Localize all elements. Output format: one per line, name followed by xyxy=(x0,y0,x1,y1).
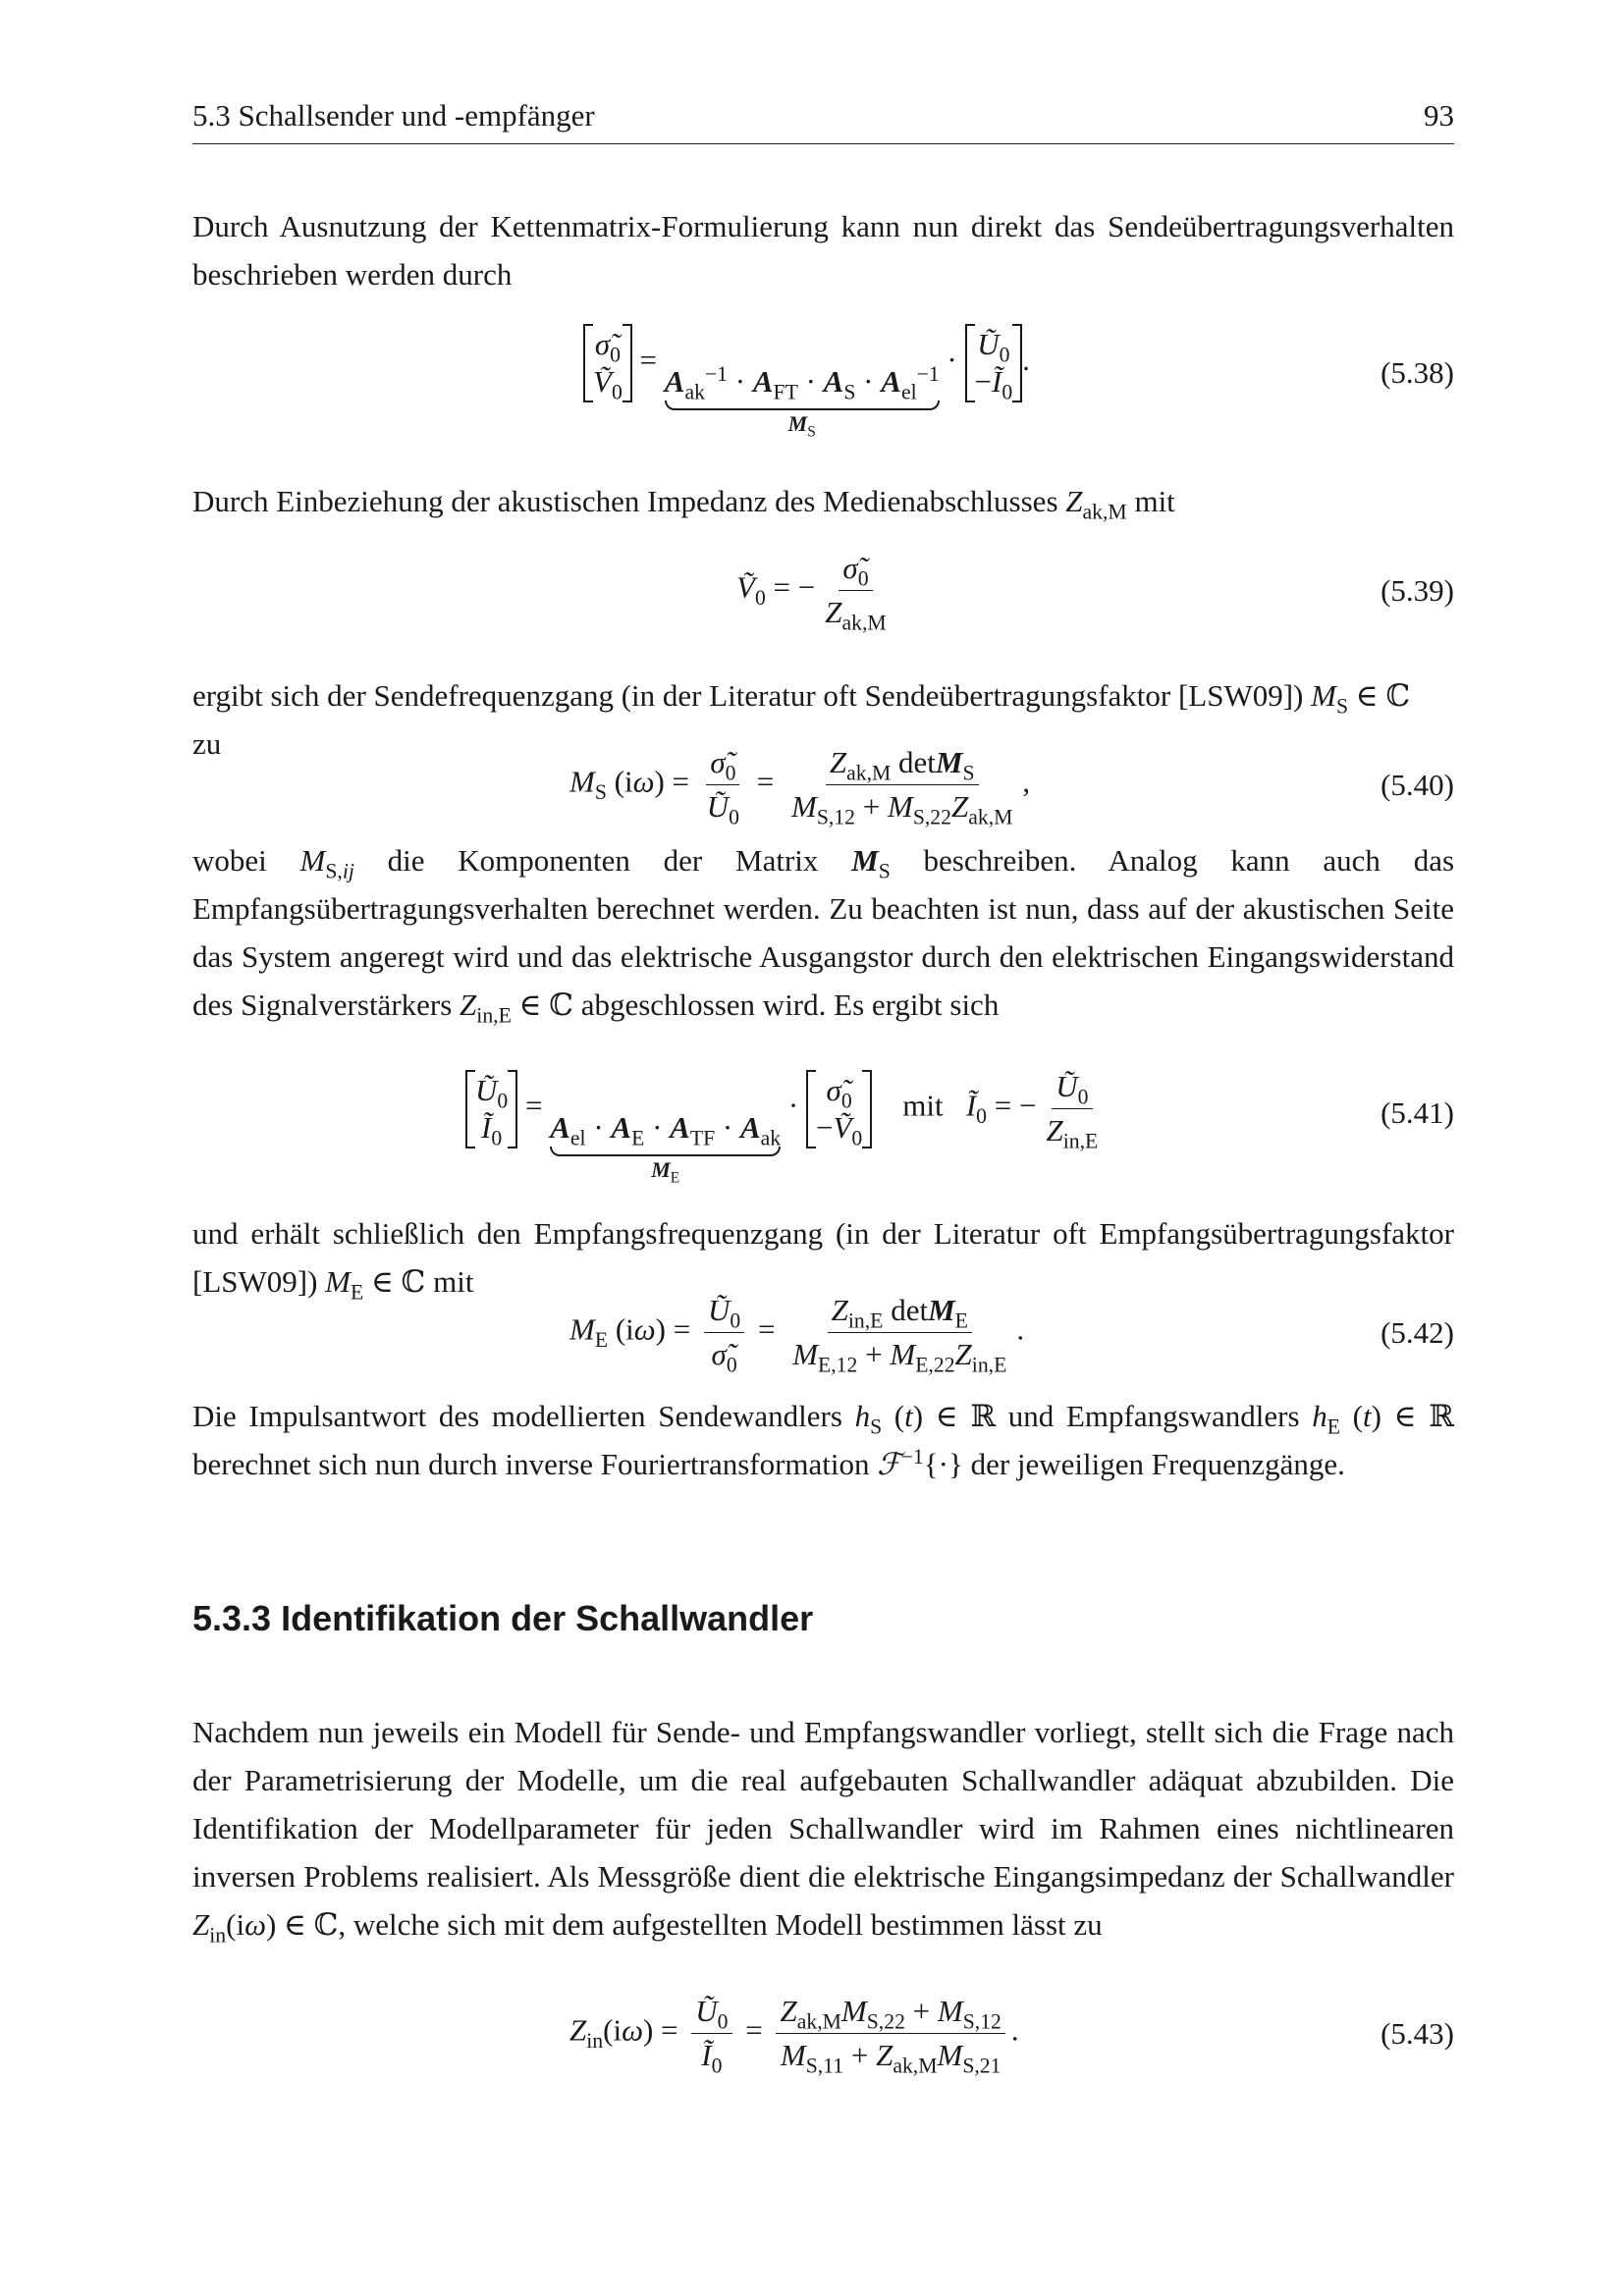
paragraph-6: Die Impulsantwort des modellierten Sendewandlers $h_S$ (t) ∈ ℝ und Empfangswandlers $h_E$ (t) ∈ ℝ berechnet sich nun durch inverse Fouriertransformation ℱ$^{-1}${·} der jeweiligen Frequenzgänge. xyxy=(192,1399,1454,1481)
equation-5-43: $Z_{in}(i\omega)$ = $\frac{Ũ_0}{Ĩ_0}$ = $\frac{Z_{ak,M}M_{S,22} + M_{S,12}}{M_{S,11} + Z_{ak,M}M_{S,21}}$ . xyxy=(569,1994,1019,2078)
equation-5-38: $\sigmã_0$ Ṽ$_0$ = $A_{ak}^{-1} \cdot A_{FT} \cdot A_S \cdot A_{el}^{-1}$ $M_S$ · $Ũ_0$ $-Ĩ_0$ . xyxy=(583,324,1030,438)
paragraph-7: Nachdem nun jeweils ein Modell für Sende- und Empfangswandler vorliegt, stellt sich die Frage nach der Parametrisierung der Modelle, um die real aufgebauten Schallwandler adäquat abzubilden. Die Identifikation der Modellparameter für jeden Schallwandler wird im Rahmen eines nichtlinearen inversen Problems realisiert. Als Messgröße dient die elektrische Eingangsimpedanz der Schallwandler $Z_{in}(i\omega)$ ∈ ℂ, welche sich mit dem aufgestellten Modell bestimmen lässt zu xyxy=(192,1715,1454,1948)
header-section-title: 5.3 Schallsender und -empfänger xyxy=(192,98,595,133)
running-header xyxy=(192,96,1454,144)
paragraph-2: Durch Einbeziehung der akustischen Impedanz des Medienabschlusses $Z_{ak,M}$ mit xyxy=(192,484,1175,524)
paragraph-1: Durch Ausnutzung der Kettenmatrix-Formulierung kann nun direkt das Sendeübertragungsverhalten beschrieben werden durch xyxy=(192,209,1454,292)
section-heading: 5.3.3 Identifikation der Schallwandler xyxy=(192,1598,814,1638)
equation-5-41: $Ũ_0$ $Ĩ_0$ = $A_{el} \cdot A_E \cdot A_{TF} \cdot A_{ak}$ $M_E$ · $\sigmã_0$ −Ṽ$_0$ mit $Ĩ_0$ = − $\frac{Ũ_0}{Z_{in,E}}$ xyxy=(465,1068,1108,1184)
page-number: 93 xyxy=(1424,98,1454,133)
equation-number: (5.43) xyxy=(1380,2016,1454,2051)
equation-number: (5.38) xyxy=(1380,355,1454,390)
paragraph-4: wobei $M_{S,ij}$ die Komponenten der Matrix $M_S$ beschreiben. Analog kann auch das Empfangsübertragungsverhalten berechnet werden. Zu beachten ist nun, dass auf der akustischen Seite das System angeregt wird und das elektrische Ausgangstor durch den elektrischen Eingangswiderstand des Signalverstärkers $Z_{in,E}$ ∈ ℂ abgeschlossen wird. Es ergibt sich xyxy=(192,843,1455,1028)
equation-5-39: Ṽ$_0$ = − $\frac{\sigmã_0}{Z_{ak,M}}$ xyxy=(736,551,887,635)
paragraph-5: und erhält schließlich den Empfangsfrequenzgang (in der Literatur oft Empfangsübertragungsfaktor [LSW09]) $M_E$ ∈ ℂ mit xyxy=(192,1216,1454,1305)
paragraph-3: ergibt sich der Sendefrequenzgang (in der Literatur oft Sendeübertragungsfaktor [LSW09]) $M_S$ ∈ ℂ zu xyxy=(192,678,1411,761)
equation-5-40: $M_S$ (iω) = $\frac{\sigmã_0}{Ũ_0}$ = $\frac{Z_{ak,M} \det M_S}{M_{S,12} + M_{S,22}Z_{ak,M}}$ , xyxy=(569,745,1031,829)
equation-number: (5.40) xyxy=(1380,768,1454,802)
equation-number: (5.42) xyxy=(1380,1315,1454,1350)
equation-number: (5.41) xyxy=(1380,1095,1454,1130)
equation-number: (5.39) xyxy=(1380,573,1454,608)
equation-5-42: $M_E$ (iω) = $\frac{Ũ_0}{\sigmã_0}$ = $\frac{Z_{in,E} \det M_E}{M_{E,12} + M_{E,22}Z_{in,E}}$ . xyxy=(569,1293,1025,1377)
